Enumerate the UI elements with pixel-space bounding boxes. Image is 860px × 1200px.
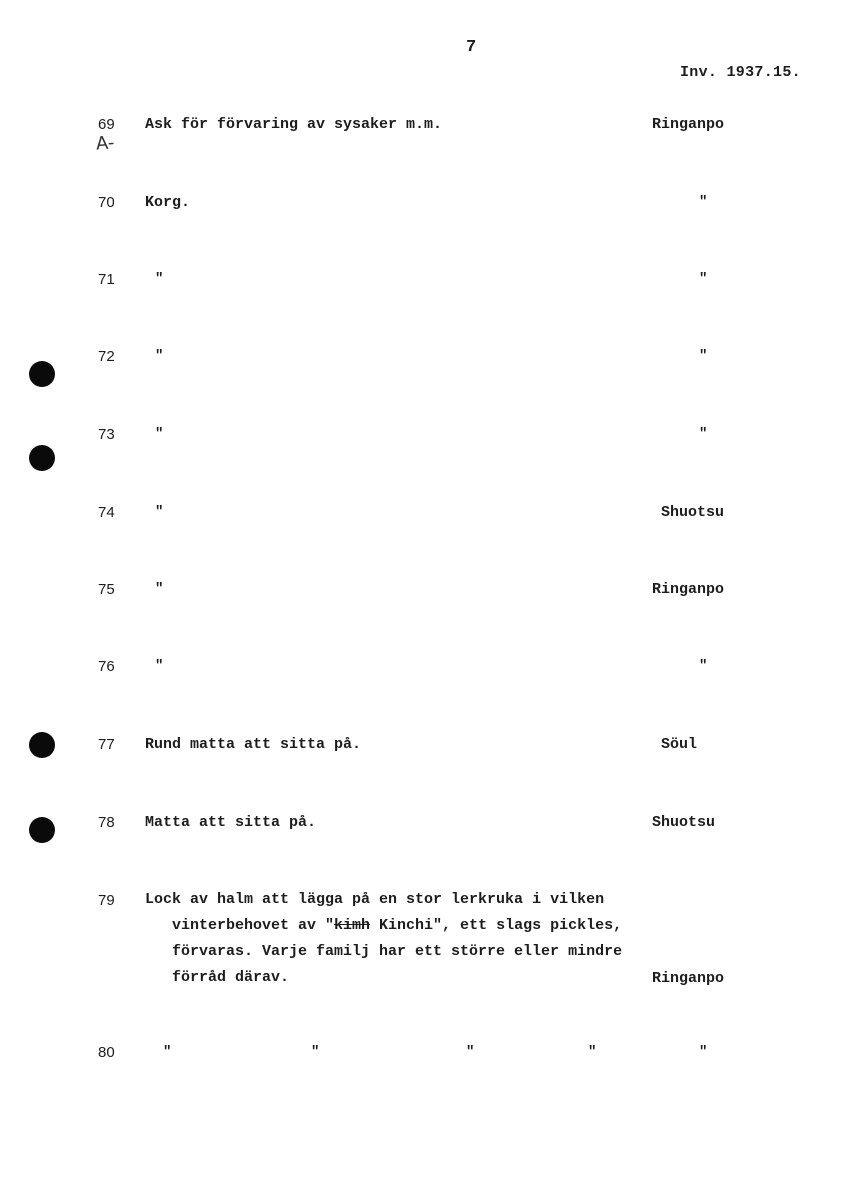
entry-number: 72: [98, 348, 115, 365]
entry-number: 70: [98, 194, 115, 211]
entry-78: [0, 814, 860, 840]
entry-description-ditto: ": [163, 1044, 172, 1060]
entry-73: [0, 426, 860, 452]
page-number: 7: [466, 38, 477, 57]
struck-out-text: kimh: [334, 917, 371, 934]
entry-description: Matta att sitta på.: [145, 814, 317, 831]
entry-69: [0, 116, 860, 142]
entry-location-ditto: ": [699, 271, 708, 287]
entry-number: 77: [98, 736, 115, 753]
entry-description-ditto: ": [155, 426, 164, 442]
entry-location-ditto: ": [699, 426, 708, 442]
entry-description-ditto: ": [155, 658, 164, 674]
entry-description-ditto: ": [588, 1044, 597, 1060]
entry-description-ditto: ": [155, 348, 164, 364]
entry-description-ditto: ": [311, 1044, 320, 1060]
entry-72: [0, 348, 860, 374]
entry-location: Shuotsu: [652, 814, 716, 831]
entry-location-ditto: ": [699, 658, 708, 674]
entry-location-ditto: ": [699, 1044, 708, 1060]
entry-location-ditto: ": [699, 348, 708, 364]
entry-79: [0, 887, 860, 997]
description-fragment: Kinchi", ett slags pickles,: [370, 917, 623, 934]
entry-number: 73: [98, 426, 115, 443]
entry-77: [0, 736, 860, 762]
entry-location: Ringanpo: [652, 970, 725, 987]
description-line: förvaras. Varje familj har ett större eller mindre: [172, 943, 623, 960]
inventory-reference: Inv. 1937.15.: [680, 64, 801, 81]
entry-description: Rund matta att sitta på.: [145, 736, 362, 753]
entry-number: 78: [98, 814, 115, 831]
entry-description: [145, 887, 622, 991]
entry-number: 79: [98, 892, 115, 909]
entry-number: 69: [98, 116, 115, 133]
description-fragment: vinterbehovet av ": [172, 917, 335, 934]
entry-location-ditto: ": [699, 194, 708, 210]
entry-description: Korg.: [145, 194, 191, 211]
entry-80: [0, 1044, 860, 1070]
description-line: [145, 913, 622, 939]
entry-76: [0, 658, 860, 684]
entry-70: [0, 194, 860, 220]
entry-description-ditto: ": [155, 581, 164, 597]
entry-location: Ringanpo: [652, 581, 725, 598]
entry-location: Shuotsu: [661, 504, 725, 521]
entry-location: Ringanpo: [652, 116, 725, 133]
entry-description-ditto: ": [466, 1044, 475, 1060]
entry-description: Ask för förvaring av sysaker m.m.: [145, 116, 443, 133]
entry-description-ditto: ": [155, 271, 164, 287]
entry-number: 71: [98, 271, 115, 288]
description-line: Lock av halm att lägga på en stor lerkruka i vilken: [145, 891, 605, 908]
entry-75: [0, 581, 860, 607]
entry-number: 80: [98, 1044, 115, 1061]
entry-74: [0, 504, 860, 530]
entry-number: 76: [98, 658, 115, 675]
handwritten-margin-note: A-: [95, 132, 116, 155]
description-line: förråd därav.: [172, 969, 290, 986]
entry-71: [0, 271, 860, 297]
entry-number: 74: [98, 504, 115, 521]
entry-description-ditto: ": [155, 504, 164, 520]
entry-number: 75: [98, 581, 115, 598]
entry-location: Söul: [661, 736, 698, 753]
